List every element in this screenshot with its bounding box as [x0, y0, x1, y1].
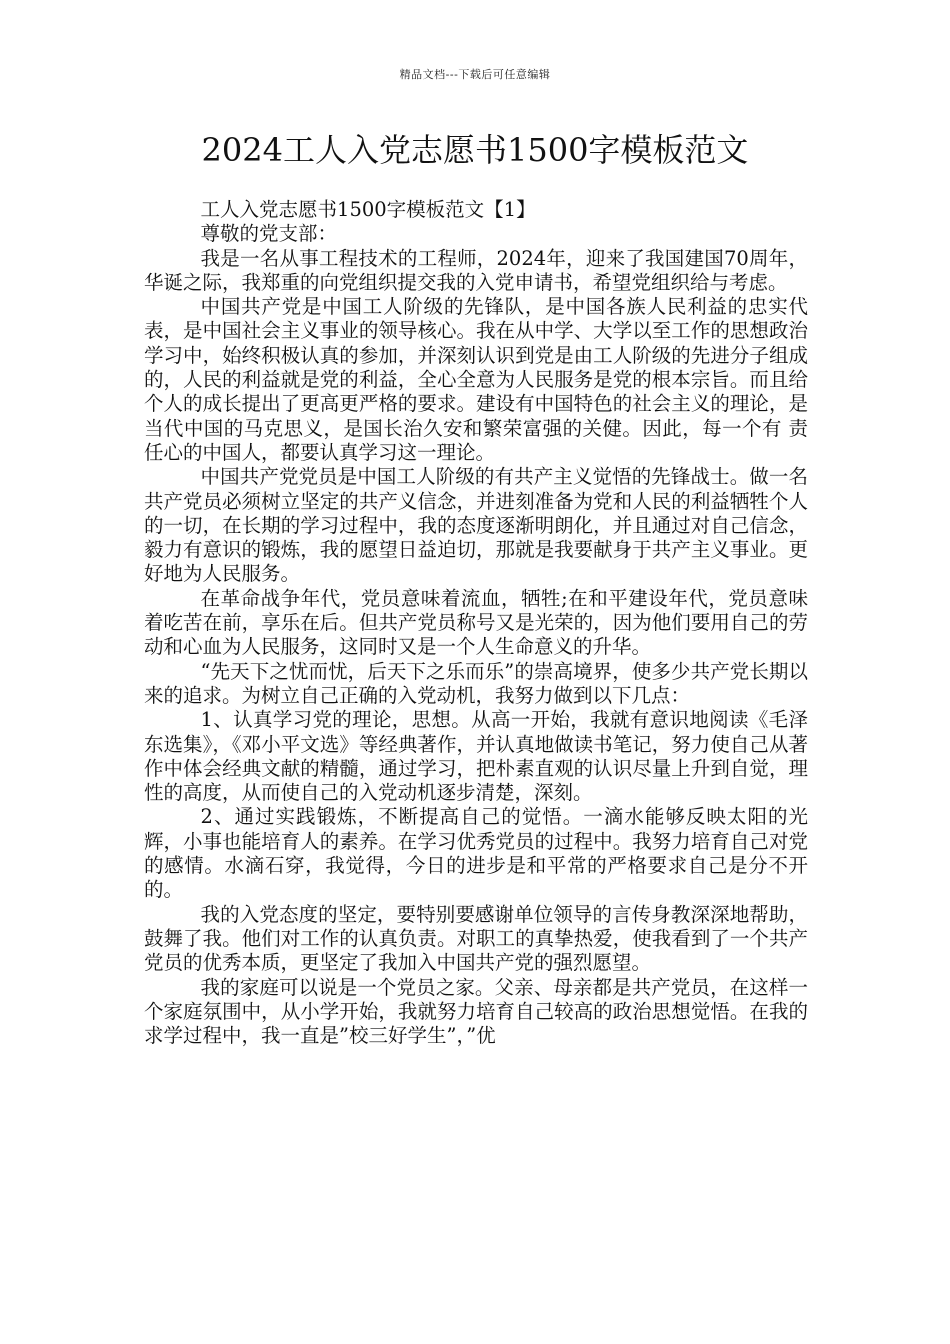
paragraph: 中国共产党党员是中国工人阶级的有共产主义觉悟的先锋战士。做一名共产党员必须树立坚定的共产义信念，并进刻准备为党和人民的利益牺牲个人的一切，在长期的学习过程中，我的态度逐渐明朗化，并且通过对自己信念，毅力有意识的锻炼，我的愿望日益迫切，那就是我要献身于共产主义事业。更好地为人民服务。 — [144, 465, 808, 586]
list-item: 1、认真学习党的理论，思想。从高一开始，我就有意识地阅读《毛泽东选集》，《邓小平文选》等经典著作，并认真地做读书笔记，努力使自己从著作中体会经典文献的精髓，通过学习，把朴素直观的认识尽量上升到自觉，理性的高度，从而使自己的入党动机逐步清楚，深刻。 — [144, 708, 808, 805]
paragraph: “先天下之忧而忧，后天下之乐而乐”的崇高境界，使多少共产党长期以来的追求。为树立自己正确的入党动机，我努力做到以下几点： — [144, 659, 808, 707]
paragraph: 我的入党态度的坚定，要特别要感谢单位领导的言传身教深深地帮助，鼓舞了我。他们对工作的认真负责。对职工的真挚热爱，使我看到了一个共产党员的优秀本质，更坚定了我加入中国共产党的强烈愿望。 — [144, 902, 808, 975]
list-item: 2、通过实践锻炼，不断提高自己的觉悟。一滴水能够反映太阳的光辉，小事也能培育人的素养。在学习优秀党员的过程中。我努力培育自己对党的感情。水滴石穿，我觉得，今日的进步是和平常的严格要求自己是分不开的。 — [144, 805, 808, 902]
header-note: 精品文档---下载后可任意编辑 — [399, 68, 551, 81]
paragraph: 我是一名从事工程技术的工程师，2024年，迎来了我国建国70周年，华诞之际，我郑重的向党组织提交我的入党申请书，希望党组织给与考虑。 — [144, 246, 808, 294]
section-heading: 工人入党志愿书1500字模板范文【1】 — [200, 198, 536, 221]
paragraph: 在革命战争年代，党员意味着流血，牺牲;在和平建设年代，党员意味着吃苦在前，享乐在后。但共产党员称号又是光荣的，因为他们要用自己的劳动和心血为人民服务，这同时又是一个人生命意义的升华。 — [144, 586, 808, 659]
document-body — [144, 198, 808, 1048]
paragraph: 我的家庭可以说是一个党员之家。父亲、母亲都是共产党员，在这样一个家庭氛围中，从小学开始，我就努力培育自己较高的政治思想觉悟。在我的求学过程中，我一直是”校三好学生”，”优 — [144, 975, 808, 1048]
salutation: 尊敬的党支部： — [200, 222, 338, 246]
paragraph: 中国共产党是中国工人阶级的先锋队，是中国各族人民利益的忠实代表，是中国社会主义事业的领导核心。我在从中学、大学以至工作的思想政治学习中，始终积极认真的参加，并深刻认识到党是由工人阶级的先进分子组成的，人民的利益就是党的利益，全心全意为人民服务是党的根本宗旨。而且给个人的成长提出了更高更严格的要求。建设有中国特色的社会主义的理论，是当代中国的马克思义，是国长治久安和繁荣富强的关健。因此，每一个有 责任心的中国人，都要认真学习这一理论。 — [144, 295, 808, 464]
document-title: 2024工人入党志愿书1500字模板范文 — [201, 131, 749, 169]
